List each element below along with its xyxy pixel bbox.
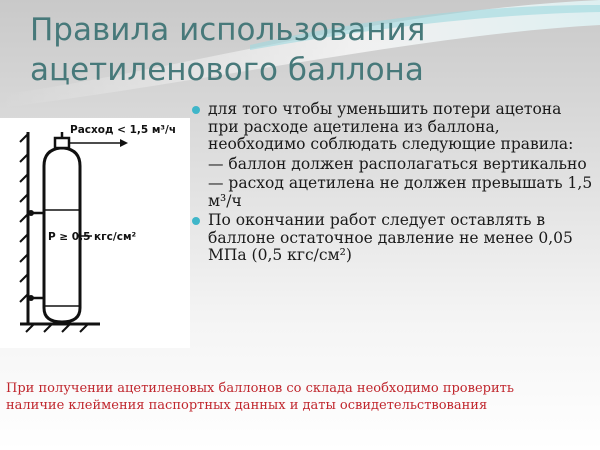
bullet-2-text: По окончании работ следует оставлять в баллоне остаточное давление не менее 0,05 МПа (0,5 кгс/см²) [208,211,573,264]
clamp-bolt-upper [28,210,34,216]
title-line-2: ацетиленового баллона [30,52,424,88]
cylinder-valve [55,138,69,148]
bullet-item-2 [190,212,595,265]
flow-arrow-head [120,139,128,147]
cylinder-drawing [0,118,190,348]
bullet-1-text: для того чтобы уменьшить потери ацетона при расходе ацетилена из баллона, необходимо соблюдать следующие правила: [208,100,574,153]
footer-note: При получении ацетиленовых баллонов со склада необходимо проверить наличие клеймения паспортных данных и даты освидетельствования [6,381,514,413]
bullet-dot-icon [192,217,200,225]
slide-title [30,10,590,90]
rule-item-1: — баллон должен располагаться вертикально [208,154,587,173]
bullet-dot-icon [192,106,200,114]
bullet-item-1 [190,101,595,154]
flow-rate-label: Расход < 1,5 м³/ч [70,124,177,136]
acetylene-cylinder-diagram [0,118,190,348]
clamp-bolt-lower [28,295,34,301]
title-line-1: Правила использования [30,12,426,48]
rule-item-2: — расход ацетилена не должен превышать 1,5 м³/ч [208,174,593,210]
pressure-label: P ≥ 0,5 кгс/см² [48,231,137,243]
slide-content [190,101,595,267]
